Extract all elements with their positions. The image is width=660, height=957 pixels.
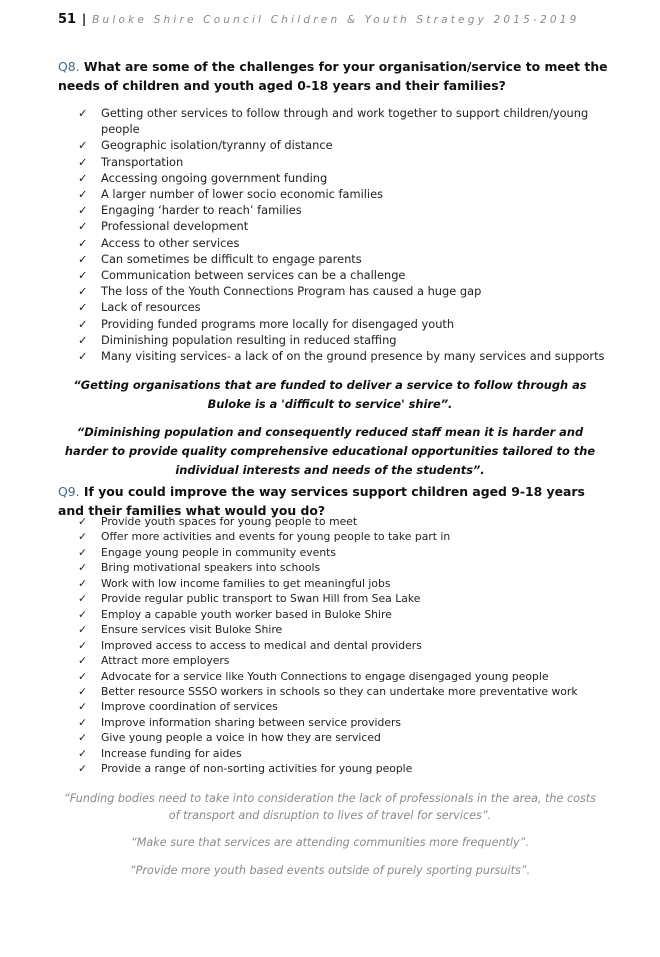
checklist-item — [78, 730, 606, 745]
checklist-item — [78, 746, 606, 761]
check-icon: ✓ — [78, 545, 88, 559]
check-icon: ✓ — [78, 623, 88, 637]
checklist-item-text: Work with low income families to get meaningful jobs — [101, 576, 391, 590]
check-icon: ✓ — [78, 576, 88, 590]
checklist-item — [78, 699, 606, 714]
document-title: Buloke Shire Council Children & Youth Strategy 2015-2019 — [92, 14, 580, 26]
check-icon: ✓ — [78, 300, 88, 315]
question-text: If you could improve the way services support children aged 9-18 years and their families what would you do? — [58, 484, 585, 518]
checklist-item — [78, 514, 606, 529]
question-number: Q9. — [58, 484, 80, 499]
checklist-item-text: Provide a range of non-sorting activities for young people — [101, 762, 413, 776]
checklist-item-text: Give young people a voice in how they are serviced — [101, 731, 381, 745]
q8-quote-1: “Getting organisations that are funded to deliver a service to follow through as Buloke is a 'difficult to service' shire”. — [73, 378, 587, 411]
checklist-item — [78, 283, 606, 299]
checklist-item — [78, 560, 606, 575]
checklist-item — [78, 545, 606, 560]
checklist-item-text: Can sometimes be difficult to engage parents — [101, 251, 362, 266]
check-icon: ✓ — [78, 170, 88, 185]
checklist-item-text: Ensure services visit Buloke Shire — [101, 623, 283, 637]
q9-quote-2: “Make sure that services are attending communities more frequently”. — [130, 836, 530, 849]
checklist-item — [78, 576, 606, 591]
checklist-item — [78, 332, 606, 348]
checklist-item — [78, 170, 606, 186]
q9-checklist — [78, 514, 606, 777]
checklist-item — [78, 669, 606, 684]
checklist-item-text: Lack of resources — [101, 300, 201, 315]
checklist-item — [78, 105, 606, 137]
checklist-item-text: Access to other services — [101, 235, 240, 250]
checklist-item-text: Transportation — [101, 154, 184, 169]
check-icon: ✓ — [78, 268, 88, 283]
check-icon: ✓ — [78, 607, 88, 621]
check-icon: ✓ — [78, 669, 88, 683]
check-icon: ✓ — [78, 715, 88, 729]
checklist-item — [78, 186, 606, 202]
check-icon: ✓ — [78, 762, 88, 776]
check-icon: ✓ — [78, 700, 88, 714]
question-text: What are some of the challenges for your organisation/service to meet the needs of children and youth aged 0-18 years and their families? — [58, 59, 608, 93]
checklist-item — [78, 622, 606, 637]
checklist-item-text: Many visiting services- a lack of on the ground presence by many services and supports — [101, 349, 605, 364]
checklist-item-text: Provide youth spaces for young people to meet — [101, 515, 358, 528]
question-number: Q8. — [58, 59, 80, 74]
checklist-item — [78, 316, 606, 332]
check-icon: ✓ — [78, 592, 88, 606]
check-icon: ✓ — [78, 654, 88, 668]
checklist-item-text: Providing funded programs more locally for disengaged youth — [101, 316, 455, 331]
check-icon: ✓ — [78, 638, 88, 652]
checklist-item-text: The loss of the Youth Connections Program has caused a huge gap — [101, 284, 482, 299]
check-icon: ✓ — [78, 561, 88, 575]
checklist-item-text: Better resource SSSO workers in schools so they can undertake more preventative work — [101, 684, 578, 698]
checklist-item-text: Increase funding for aides — [101, 746, 242, 760]
check-icon: ✓ — [78, 251, 88, 266]
checklist-item — [78, 761, 606, 776]
checklist-item — [78, 684, 606, 699]
checklist-item — [78, 653, 606, 668]
checklist-item-text: Communication between services can be a challenge — [101, 268, 406, 283]
checklist-item — [78, 235, 606, 251]
checklist-item-text: Advocate for a service like Youth Connections to engage disengaged young people — [101, 669, 549, 683]
q8-checklist — [78, 105, 606, 364]
checklist-item-text: Improve coordination of services — [101, 700, 278, 714]
checklist-item — [78, 218, 606, 234]
check-icon: ✓ — [78, 332, 88, 347]
checklist-item-text: Diminishing population resulting in reduced staffing — [101, 332, 397, 347]
checklist-item — [78, 638, 606, 653]
check-icon: ✓ — [78, 187, 88, 202]
checklist-item-text: Engage young people in community events — [101, 545, 337, 559]
check-icon: ✓ — [78, 138, 88, 153]
q9-quote-3: “Provide more youth based events outside of purely sporting pursuits”. — [129, 864, 531, 877]
question-q8 — [58, 57, 608, 95]
check-icon: ✓ — [78, 684, 88, 698]
check-icon: ✓ — [78, 349, 88, 364]
q9-quote-1: “Funding bodies need to take into consideration the lack of professionals in the area, the costs of transport and disruption to lives of travel for services”. — [64, 792, 596, 822]
check-icon: ✓ — [78, 106, 88, 120]
checklist-item-text: Employ a capable youth worker based in Buloke Shire — [101, 607, 392, 621]
checklist-item — [78, 154, 606, 170]
checklist-item — [78, 299, 606, 315]
checklist-item — [78, 348, 606, 364]
checklist-item-text: Bring motivational speakers into schools — [101, 561, 321, 575]
checklist-item-text: A larger number of lower socio economic families — [101, 187, 384, 202]
header-separator: | — [81, 12, 87, 26]
check-icon: ✓ — [78, 530, 88, 544]
check-icon: ✓ — [78, 316, 88, 331]
checklist-item — [78, 267, 606, 283]
check-icon: ✓ — [78, 515, 88, 528]
check-icon: ✓ — [78, 731, 88, 745]
checklist-item — [78, 715, 606, 730]
page-header — [58, 12, 618, 27]
checklist-item-text: Attract more employers — [101, 654, 230, 668]
q8-quote-2: “Diminishing population and consequently reduced staff mean it is harder and harder to provide quality comprehensive educational opportunities tailored to the individual interests and needs of the students”. — [64, 425, 596, 477]
checklist-item — [78, 251, 606, 267]
check-icon: ✓ — [78, 746, 88, 760]
checklist-item-text: Provide regular public transport to Swan Hill from Sea Lake — [101, 592, 421, 606]
check-icon: ✓ — [78, 154, 88, 169]
checklist-item — [78, 607, 606, 622]
checklist-item-text: Offer more activities and events for young people to take part in — [101, 530, 451, 544]
checklist-item-text: Improved access to access to medical and dental providers — [101, 638, 422, 652]
checklist-item-text: Improve information sharing between service providers — [101, 715, 402, 729]
check-icon: ✓ — [78, 235, 88, 250]
checklist-item-text: Accessing ongoing government funding — [101, 170, 328, 185]
check-icon: ✓ — [78, 203, 88, 218]
page-number: 51 — [58, 12, 77, 27]
checklist-item-text: Engaging ‘harder to reach’ families — [101, 203, 302, 218]
check-icon: ✓ — [78, 284, 88, 299]
checklist-item — [78, 591, 606, 606]
checklist-item-text: Professional development — [101, 219, 249, 234]
checklist-item-text: Getting other services to follow through and work together to support children/young people — [101, 106, 589, 137]
checklist-item — [78, 529, 606, 544]
checklist-item — [78, 137, 606, 153]
check-icon: ✓ — [78, 219, 88, 234]
checklist-item — [78, 202, 606, 218]
checklist-item-text: Geographic isolation/tyranny of distance — [101, 138, 333, 153]
